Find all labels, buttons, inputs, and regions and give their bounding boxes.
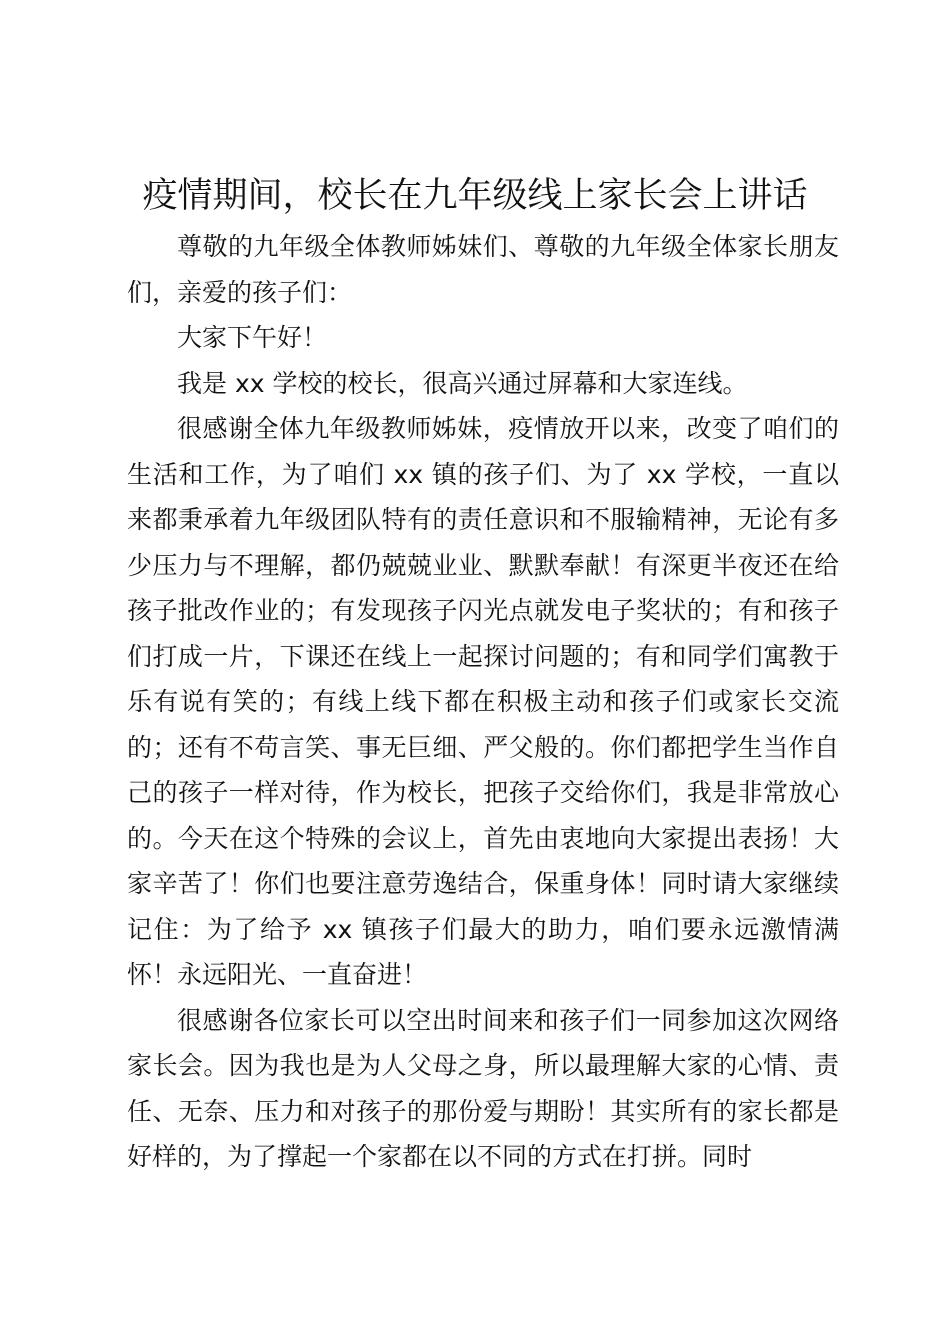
paragraph-intro: 我是 xx 学校的校长，很高兴通过屏幕和大家连线。 (177, 368, 748, 398)
paragraph-parents: 很感谢各位家长可以空出时间来和孩子们一同参加这次网络家长会。因为我也是为人父母之身，所以最理解大家的心情、责任、无奈、压力和对孩子的那份爱与期盼！其实所有的家长都是好样的，为了撑起一个家都在以不同的方式在打拼。同时 (127, 1005, 839, 1171)
paragraph-hello: 大家下午好！ (177, 323, 328, 352)
paragraph-greeting: 尊敬的九年级全体教师姊妹们、尊敬的九年级全体家长朋友们，亲爱的孩子们： (127, 232, 839, 307)
document-body (127, 224, 839, 1180)
document-title: 疫情期间，校长在九年级线上家长会上讲话 (142, 176, 808, 216)
paragraph-teachers: 很感谢全体九年级教师姊妹，疫情放开以来，改变了咱们的生活和工作，为了咱们 xx 镇的孩子们、为了 xx 学校，一直以来都秉承着九年级团队特有的责任意识和不服输精神，无论有多少压力与不理解，都仍兢兢业业、默默奉献！有深更半夜还在给孩子批改作业的；有发现孩子闪光点就发电子奖状的；有和孩子们打成一片，下课还在线上一起探讨问题的；有和同学们寓教于乐有说有笑的；有线上线下都在积极主动和孩子们或家长交流的；还有不苟言笑、事无巨细、严父般的。你们都把学生当作自己的孩子一样对待，作为校长，把孩子交给你们，我是非常放心的。今天在这个特殊的会议上，首先由衷地向大家提出表扬！大家辛苦了！你们也要注意劳逸结合，保重身体！同时请大家继续记住：为了给予 xx 镇孩子们最大的助力，咱们要永远激情满怀！永远阳光、一直奋进！ (127, 414, 839, 989)
